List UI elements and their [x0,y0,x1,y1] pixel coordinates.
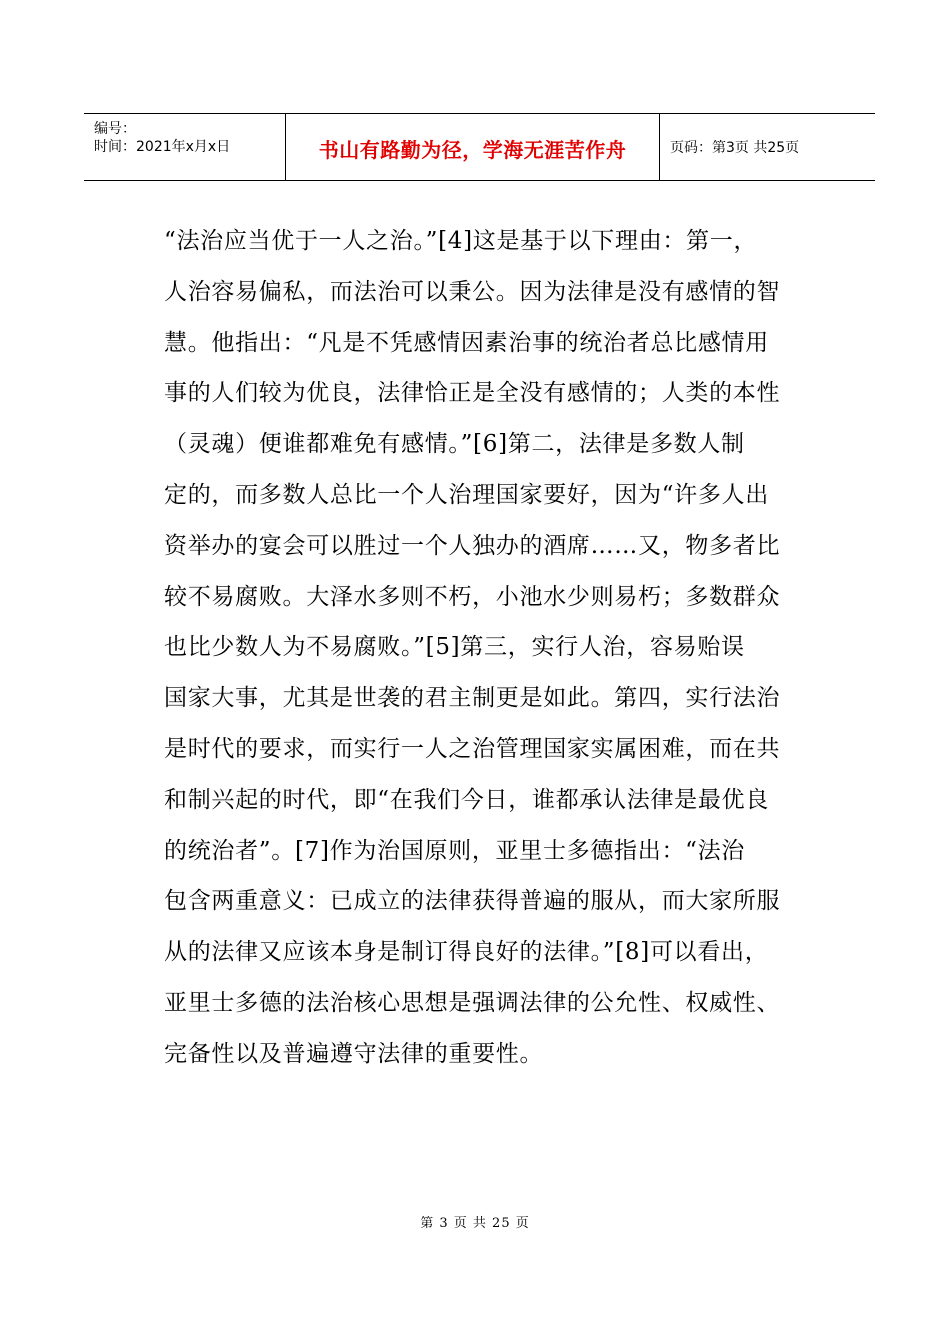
body-line: “法治应当优于一人之治。”[4]这是基于以下理由：第一， [164,228,758,254]
body-line: 资举办的宴会可以胜过一个人独办的酒席……又，物多者比 [164,532,781,559]
header-meta-cell [84,114,286,180]
page-footer: 第 3 页 共 25 页 [420,1216,530,1231]
date-label: 时间：2021年x月x日 [94,139,231,155]
body-paragraph [164,216,794,1080]
body-line: 国家大事，尤其是世袭的君主制更是如此。第四，实行法治 [164,685,781,712]
body-line: 定的，而多数人总比一个人治理国家要好，因为“许多人出 [164,481,769,508]
body-line: （灵魂）便谁都难免有感情。”[6]第二，法律是多数人制 [164,431,745,458]
body-line: 人治容易偏私，而法治可以秉公。因为法律是没有感情的智 [164,278,781,305]
body-line: 亚里士多德的法治核心思想是强调法律的公允性、权威性、 [164,989,781,1016]
header-page-cell [660,114,875,180]
body-line: 也比少数人为不易腐败。”[5]第三，实行人治，容易贻误 [164,634,745,661]
motto-text: 书山有路勤为径，学海无涯苦作舟 [318,138,627,162]
header-motto-cell [286,114,660,180]
body-line: 事的人们较为优良，法律恰正是全没有感情的；人类的本性 [164,380,781,407]
body-line: 较不易腐败。大泽水多则不朽，小池水少则易朽；多数群众 [164,583,781,610]
body-line: 是时代的要求，而实行一人之治管理国家实属困难，而在共 [164,735,781,762]
body-line: 完备性以及普遍遵守法律的重要性。 [164,1040,544,1067]
page-code-label: 页码：第3页 共25页 [670,140,800,156]
document-header [84,113,875,181]
serial-number-label: 编号： [94,121,136,137]
body-line: 慧。他指出：“凡是不凭感情因素治事的统治者总比感情用 [164,329,769,356]
body-line: 的统治者”。[7]作为治国原则，亚里士多德指出：“法治 [164,837,745,864]
body-line: 从的法律又应该本身是制订得良好的法律。”[8]可以看出， [164,939,769,966]
body-line: 包含两重意义：已成立的法律获得普遍的服从，而大家所服 [164,888,781,915]
body-line: 和制兴起的时代，即“在我们今日，谁都承认法律是最优良 [164,786,769,813]
